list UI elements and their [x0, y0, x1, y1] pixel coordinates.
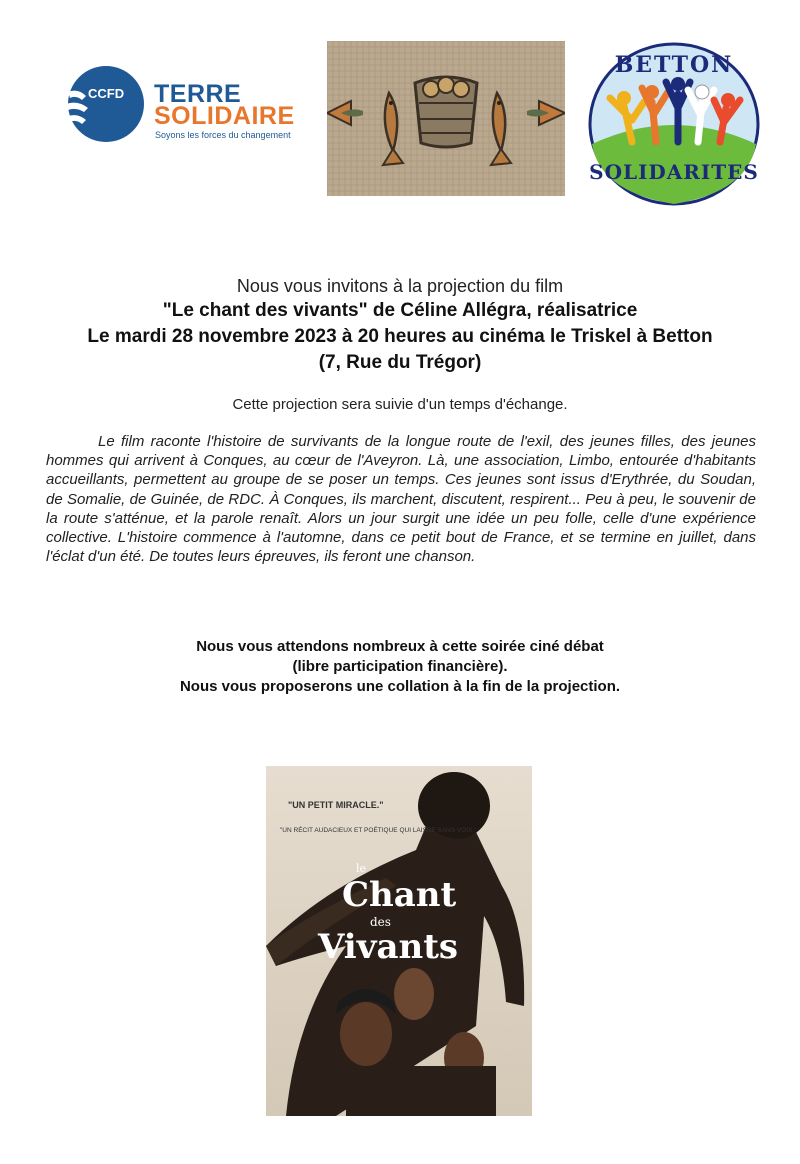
poster-title-vivants: Vivants: [318, 927, 459, 967]
call-to-action: [0, 637, 800, 697]
poster-quote-1: "UN PETIT MIRACLE.": [288, 800, 384, 810]
invitation-intro: Nous vous invitons à la projection du film: [236, 276, 564, 296]
loaves-and-fishes-mosaic-image: [327, 41, 565, 196]
cta-line2: (libre participation financière).: [292, 658, 508, 675]
cta-line3: Nous vous proposerons une collation à la fin de la projection.: [179, 678, 621, 695]
ccfd-title-line1: TERRE: [154, 80, 242, 108]
betton-solidarites-logo: [588, 42, 760, 207]
poster-title-des: des: [370, 915, 391, 929]
poster-title-le: le: [356, 862, 367, 875]
betton-logo-bottom-text: SOLIDARITES: [589, 160, 759, 184]
betton-logo-top-text: BETTON: [614, 52, 734, 78]
hand-icon: [64, 86, 94, 126]
screening-date-line: Le mardi 28 novembre 2023 à 20 heures au cinéma le Triskel à Betton: [87, 326, 713, 347]
film-poster-image: [266, 766, 532, 1116]
film-synopsis: Le film raconte l'histoire de survivants de la longue route de l'exil, des jeunes filles, des jeunes hommes qui arrivent à Conques, au cœur de l'Aveyron. Là, une association, Limbo, entourée d'habitants accueillants, permettent au groupe de se poser un temps. Ces jeunes sont issus d'Erythrée, du Soudan, de Somalie, de Guinée, de RDC. À Conques, ils marchent, discutent, respirent... Peu à peu, le souvenir de la route s'atténue, et la parole renaît. Alors un jour surgit une idée un peu folle, celle d'une expérience collective. L'histoire commence à l'automne, dans ce petit bout de France, et se termine en juillet, dans l'éclat d'un été. De toutes leurs épreuves, ils feront une chanson.: [46, 433, 756, 566]
ccfd-terre-solidaire-logo: [64, 62, 314, 144]
film-title-line: "Le chant des vivants" de Céline Allégra, réalisatrice: [162, 300, 638, 321]
ccfd-title-line2: SOLIDAIRE: [154, 102, 295, 130]
poster-title-chant: Chant: [342, 875, 457, 915]
ccfd-tagline: Soyons les forces du changement: [155, 130, 291, 140]
cinema-address-line: (7, Rue du Trégor): [318, 352, 482, 373]
followup-note: Cette projection sera suivie d'un temps d'échange.: [232, 396, 568, 413]
ccfd-mark-label: CCFD: [88, 86, 125, 101]
poster-quote-2: "UN RÉCIT AUDACIEUX ET POÉTIQUE QUI LAISSE SANS VOIX.": [280, 827, 477, 834]
cta-line1: Nous vous attendons nombreux à cette soirée ciné débat: [196, 638, 604, 655]
